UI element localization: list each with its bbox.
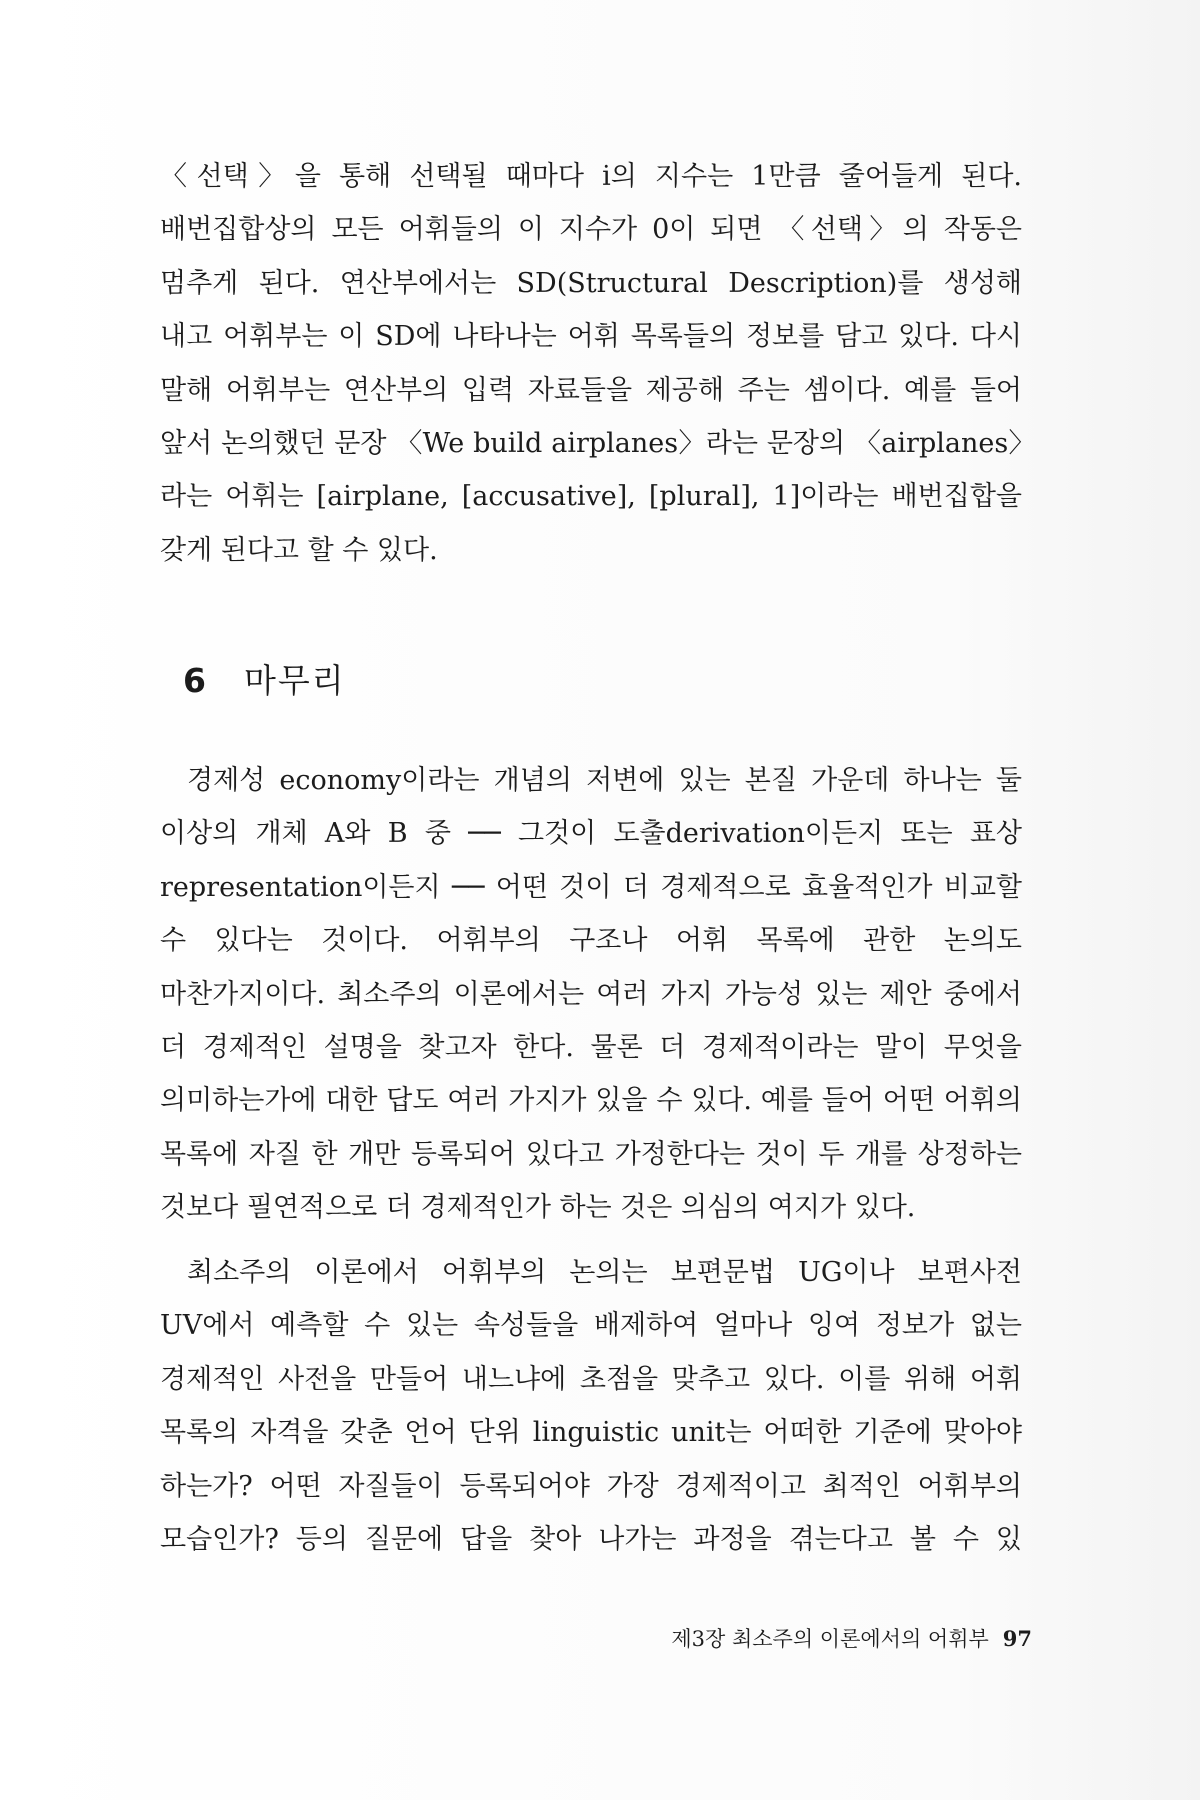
page-footer bbox=[671, 1623, 1032, 1653]
running-head: 제3장 최소주의 이론에서의 어휘부 bbox=[671, 1627, 989, 1651]
page-number: 97 bbox=[1002, 1626, 1032, 1651]
section-title: 마무리 bbox=[243, 661, 346, 700]
body-paragraph-1: 〈선택〉을 통해 선택될 때마다 i의 지수는 1만큼 줄어들게 된다. 배번집합상의 모든 어휘들의 이 지수가 0이 되면 〈선택〉의 작동은 멈추게 된다. 연산부에서는 SD(Structural Description)를 생성해 내고 어휘부는 이 SD에 나타나는 어휘 목록들의 정보를 담고 있다. 다시 말해 어휘부는 연산부의 입력 자료들을 제공해 주는 셈이다. 예를 들어 앞서 논의했던 문장 〈We build airplanes〉라는 문장의 〈airplanes〉라는 어휘는 [airplane, [accusative], [plural], 1]이라는 배번집합을 갖게 된다고 할 수 있다. bbox=[160, 161, 1022, 566]
body-paragraph-2: 경제성 economy이라는 개념의 저변에 있는 본질 가운데 하나는 둘 이상의 개체 A와 B 중 ── 그것이 도출derivation이든지 또는 표상 representation이든지 ── 어떤 것이 더 경제적으로 효율적인가 비교할 수 있다는 것이다. 어휘부의 구조나 어휘 목록에 관한 논의도 마찬가지이다. 최소주의 이론에서는 여러 가지 가능성 있는 제안 중에서 더 경제적인 설명을 찾고자 한다. 물론 더 경제적이라는 말이 무엇을 의미하는가에 대한 답도 여러 가지가 있을 수 있다. 예를 들어 어떤 어휘의 목록에 자질 한 개만 등록되어 있다고 가정한다는 것이 두 개를 상정하는 것보다 필연적으로 더 경제적인가 하는 것은 의심의 여지가 있다. bbox=[160, 765, 1022, 1224]
body-paragraph-3: 최소주의 이론에서 어휘부의 논의는 보편문법 UG이나 보편사전 UV에서 예측할 수 있는 속성들을 배제하여 얼마나 잉여 정보가 없는 경제적인 사전을 만들어 내느냐에 초점을 맞추고 있다. 이를 위해 어휘 목록의 자격을 갖춘 언어 단위 linguistic unit는 어떠한 기준에 맞아야 하는가? 어떤 자질들이 등록되어야 가장 경제적이고 최적인 어휘부의 모습인가? 등의 질문에 답을 찾아 나가는 과정을 겪는다고 볼 수 있 bbox=[160, 1257, 1022, 1556]
section-number: 6 bbox=[183, 661, 206, 700]
section-heading bbox=[183, 655, 346, 702]
